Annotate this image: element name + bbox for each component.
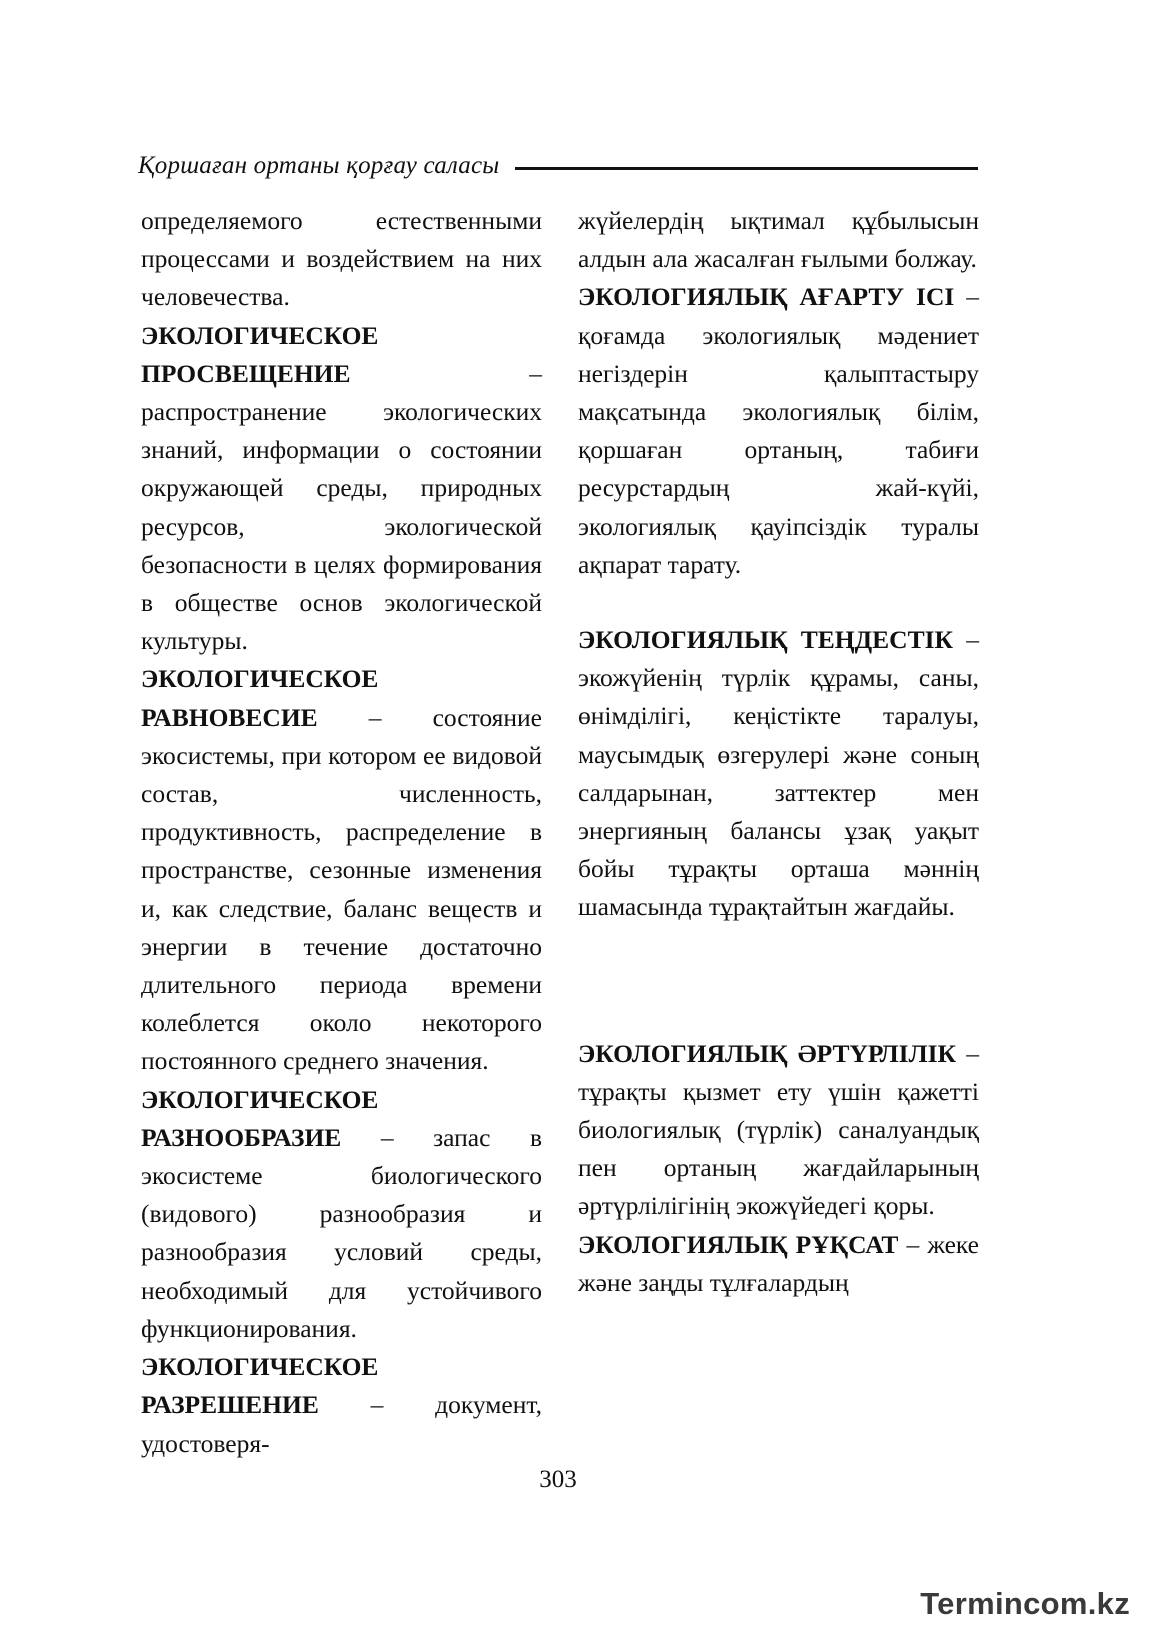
dictionary-entry [578, 621, 979, 927]
entry-term: ЭКОЛОГИЯЛЫҚ ТЕҢДЕСТІК [578, 625, 954, 655]
right-continuation: жүйелердің ықтимал құбылысын алдын ала жасалған ғылыми болжау. [578, 206, 979, 274]
entry-term: ЭКОЛОГИЯЛЫҚ ӘРТҮРЛІЛІК [578, 1038, 957, 1068]
header-rule [515, 167, 978, 170]
entry-term: ЭКОЛОГИЧЕСКОЕ ПРОСВЕЩЕНИЕ [141, 320, 379, 388]
entry-term: ЭКОЛОГИЧЕСКОЕ РАЗНООБРАЗИЕ [141, 1084, 379, 1152]
entry-definition: – состояние экосистемы, при котором ее видовой состав, численность, продуктивность, распределение в пространстве, сезонные изменения и, как следствие, баланс веществ и энергии в течение достаточно длительного периода времени колеблется около некоторого постоянного среднего значения. [141, 702, 542, 1076]
watermark-text: Termincom.kz [920, 1586, 1130, 1621]
entry-term: ЭКОЛОГИЧЕСКОЕ РАВНОВЕСИЕ [141, 664, 379, 732]
dictionary-entry [578, 278, 979, 584]
entry-definition: – жеке және заңды тұлғалардың [578, 1229, 979, 1297]
entry-term: ЭКОЛОГИЯЛЫҚ РҰҚСАТ [578, 1229, 899, 1259]
entry-term: ЭКОЛОГИЯЛЫҚ АҒАРТУ ІСІ [578, 282, 955, 312]
watermark-logo [920, 1584, 1130, 1624]
dictionary-entry [141, 1081, 542, 1348]
entry-term: ЭКОЛОГИЧЕСКОЕ РАЗРЕШЕНИЕ [141, 1352, 379, 1420]
entry-spacer [578, 927, 979, 1035]
entry-definition: – документ, удостоверя- [141, 1390, 543, 1458]
dictionary-entry [578, 1226, 979, 1302]
entry-definition: – экожүйенің түрлік құрамы, саны, өнімділігі, кеңістікте таралуы, маусымдық өзгерулері және соның салдарынан, заттектер мен энергияның балансы ұзақ уақыт бойы тұрақты орташа мәннің шамасында тұрақтайтын жағдайы. [578, 625, 980, 922]
entry-spacer [578, 584, 979, 621]
right-column [578, 202, 979, 1302]
page-number: 303 [539, 1466, 577, 1493]
entry-definition: – қоғамда экологиялық мәдениет негіздерін қалыптастыру мақсатында экологиялық білім, қоршаған ортаның, табиғи ресурстардың жай-күйі, экологиялық қауіпсіздік туралы ақпарат тарату. [578, 282, 979, 579]
entry-definition: – распространение экологических знаний, информации о состоянии окружающей среды, природных ресурсов, экологической безопасности в целях формирования в обществе основ экологической культуры. [141, 358, 542, 656]
left-continuation: определяемого естественными процессами и воздействием на них человечества. [141, 206, 542, 312]
dictionary-entry [141, 660, 542, 1080]
dictionary-entry [141, 1348, 542, 1463]
running-title: Қоршаған ортаны қорғау саласы [138, 152, 500, 179]
entry-definition: – запас в экосистеме биологического (видового) разнообразия и разнообразия условий среды, необходимый для устойчивого функционирования. [141, 1122, 542, 1343]
left-column [141, 202, 542, 1463]
entry-definition: – тұрақты қызмет ету үшін қажетті биологиялық (түрлік) саналуандық пен ортаның жағдайларының әртүрлілігінің экожүйедегі қоры. [578, 1038, 980, 1221]
dictionary-entry [578, 1035, 979, 1226]
running-header [138, 148, 978, 184]
dictionary-entry [141, 317, 542, 661]
